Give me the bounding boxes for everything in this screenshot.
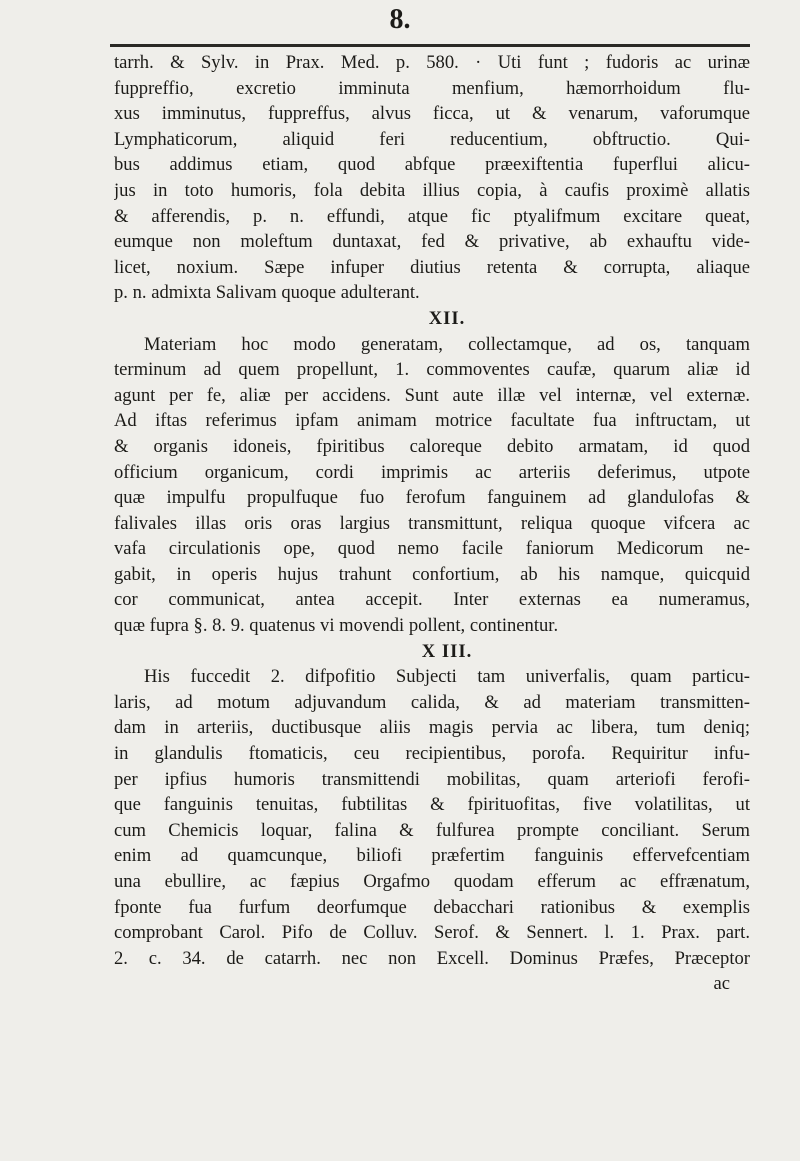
text-line: bus addimus etiam, quod abfque præexiftentia fuperflui alicu- xyxy=(114,154,750,176)
text-line: comprobant Carol. Pifo de Colluv. Serof. & Sennert. l. 1. Prax. part. xyxy=(114,922,750,944)
text-line: per ipfius humoris transmittendi mobilitas, quam arteriofi ferofi- xyxy=(114,768,750,790)
text-line: & afferendis, p. n. effundi, atque fic ptyalifmum excitare queat, xyxy=(114,205,750,227)
text-line: falivales illas oris oras largius transmittunt, reliqua quoque vifcera ac xyxy=(114,512,750,534)
text-line: agunt per fe, aliæ per accidens. Sunt aute illæ vel internæ, vel externæ. xyxy=(114,384,750,406)
body-text xyxy=(114,50,750,997)
text-line: p. n. admixta Salivam quoque adulterant. xyxy=(114,282,420,304)
text-line: vafa circulationis ope, quod nemo facile faniorum Medicorum ne- xyxy=(114,538,750,560)
text-line: quæ impulfu propulfuque fuo ferofum fanguinem ad glandulofas & xyxy=(114,487,750,509)
text-line: in glandulis ftomaticis, ceu recipientibus, porofa. Requiritur infu- xyxy=(114,743,750,765)
text-line: & organis idoneis, fpiritibus caloreque debito armatam, id quod xyxy=(114,435,750,457)
section-heading-xii: XII. xyxy=(428,307,466,329)
catchword: ac xyxy=(713,973,730,995)
header-rule xyxy=(110,44,750,47)
text-line: cum Chemicis loquar, falina & fulfurea prompte conciliant. Serum xyxy=(114,819,750,841)
text-line: His fuccedit 2. difpofitio Subjecti tam univerfalis, quam particu- xyxy=(144,666,750,688)
text-line: tarrh. & Sylv. in Prax. Med. p. 580. · Uti funt ; fudoris ac urinæ xyxy=(114,52,750,73)
text-line: enim ad quamcunque, biliofi præfertim fanguinis effervefcentiam xyxy=(114,845,750,867)
text-line: eumque non moleftum duntaxat, fed & privative, ab exhauftu vide- xyxy=(114,231,750,253)
text-line: que fanguinis tenuitas, fubtilitas & fpirituofitas, five volatilitas, ut xyxy=(114,794,750,816)
text-line: gabit, in operis hujus trahunt confortium, ab his namque, quicquid xyxy=(114,563,750,585)
text-line: 2. c. 34. de catarrh. nec non Excell. Dominus Præfes, Præceptor xyxy=(114,947,750,969)
page-number: 8. xyxy=(389,4,411,35)
text-line: cor communicat, antea accepit. Inter externas ea numeramus, xyxy=(114,589,750,611)
text-line: Materiam hoc modo generatam, collectamque, ad os, tanquam xyxy=(144,333,750,355)
section-heading-xiii: X III. xyxy=(421,640,473,662)
text-line: terminum ad quem propellunt, 1. commoventes caufæ, quarum aliæ id xyxy=(114,359,750,381)
text-line: quæ fupra §. 8. 9. quatenus vi movendi pollent, continentur. xyxy=(114,615,559,637)
text-line: laris, ad motum adjuvandum calida, & ad materiam transmitten- xyxy=(114,691,750,713)
text-line: licet, noxium. Sæpe infuper diutius retenta & corrupta, aliaque xyxy=(114,256,750,278)
text-line: fponte fua furfum deorfumque debacchari rationibus & exemplis xyxy=(114,896,750,918)
text-line: jus in toto humoris, fola debita illius copia, à caufis proximè allatis xyxy=(114,179,750,201)
text-line: fuppreffio, excretio imminuta menfium, hæmorrhoidum flu- xyxy=(114,77,750,99)
text-line: dam in arteriis, ductibusque aliis magis pervia ac libera, tum deniq; xyxy=(114,717,750,739)
text-line: una ebullire, ac fæpius Orgafmo quodam efferum ac effrænatum, xyxy=(114,871,750,892)
text-line: officium organicum, cordi imprimis ac arteriis deferimus, utpote xyxy=(114,461,750,483)
text-line: xus imminutus, fuppreffus, alvus ficca, ut & venarum, vaforumque xyxy=(114,103,750,125)
text-line: Ad iftas referimus ipfam animam motrice facultate fua inftructam, ut xyxy=(114,410,750,432)
text-line: Lymphaticorum, aliquid feri reducentium, obftructio. Qui- xyxy=(114,128,750,150)
